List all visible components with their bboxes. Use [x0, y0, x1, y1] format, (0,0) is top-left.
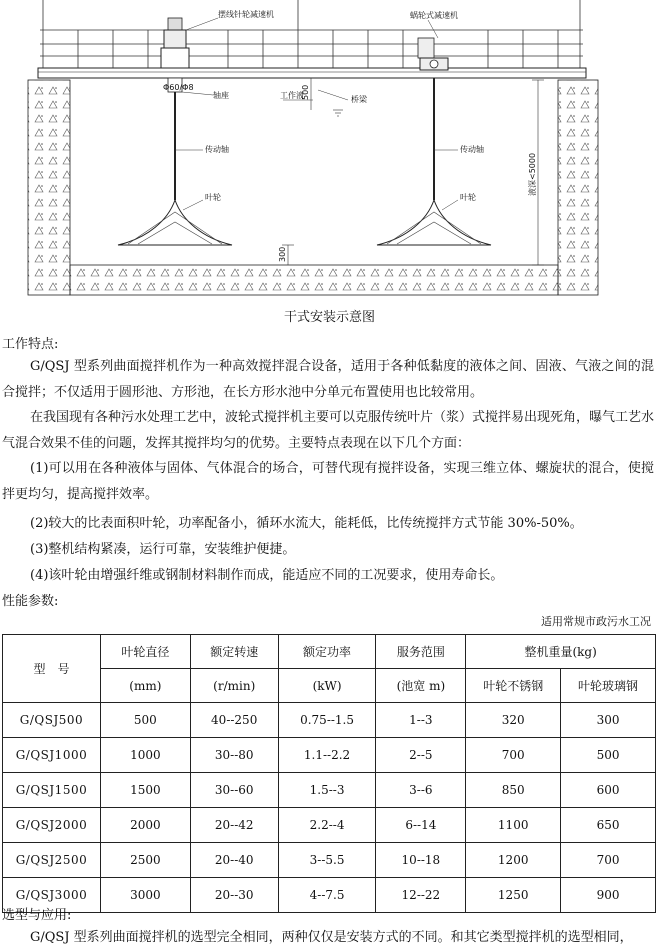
- cell-model: G/QSJ500: [3, 703, 101, 738]
- tank-walls: [28, 80, 598, 295]
- cell-diameter: 1500: [100, 773, 190, 808]
- cell-power: 3--5.5: [278, 843, 376, 878]
- cell-speed: 20--40: [190, 843, 278, 878]
- cell-diameter: 3000: [100, 878, 190, 913]
- left-mixer: [118, 18, 232, 245]
- cell-power: 1.1--2.2: [278, 738, 376, 773]
- cell-weight-ss: 320: [466, 703, 561, 738]
- cell-speed: 20--42: [190, 808, 278, 843]
- cell-diameter: 2500: [100, 843, 190, 878]
- table-row: [3, 738, 656, 773]
- table-row: [3, 878, 656, 913]
- cell-speed: 30--60: [190, 773, 278, 808]
- table-row: [3, 843, 656, 878]
- header-weight: 整机重量(kg): [466, 635, 656, 669]
- features-paragraph-2: 在我国现有各种污水处理工艺中，波轮式搅拌机主要可以克服传统叶片（浆）式搅拌易出现死角，曝气工艺水气混合效果不佳的问题，发挥其搅拌均匀的优势。主要特点表现在以下几个方面：: [2, 410, 655, 451]
- motor-reducer-label: 摆线针轮减速机: [218, 10, 274, 19]
- transmission-shaft-left-label: 传动轴: [205, 145, 229, 154]
- bearing-seat-label: 轴座: [213, 91, 229, 100]
- table-row: [3, 773, 656, 808]
- cell-speed: 40--250: [190, 703, 278, 738]
- dim-bottom-label: 300: [278, 246, 287, 262]
- cell-power: 4--7.5: [278, 878, 376, 913]
- cell-weight-frp: 300: [561, 703, 656, 738]
- cell-range: 2--5: [376, 738, 466, 773]
- cell-weight-frp: 900: [561, 878, 656, 913]
- selection-paragraph-1: G/QSJ 型系列曲面搅拌机的选型完全相同，两种仅仅是安装方式的不同。和其它类型搅拌机的选型相同，: [30, 930, 633, 945]
- table-row: [3, 808, 656, 843]
- cell-model: G/QSJ2500: [3, 843, 101, 878]
- header-diameter-unit: (mm): [100, 669, 190, 703]
- cell-model: G/QSJ1000: [3, 738, 101, 773]
- header-speed: 额定转速: [190, 635, 278, 669]
- dim-top-label: 500: [301, 84, 310, 100]
- cell-range: 12--22: [376, 878, 466, 913]
- cell-weight-frp: 600: [561, 773, 656, 808]
- leader-lines: [175, 18, 458, 210]
- params-heading: 性能参数:: [2, 594, 59, 609]
- cell-speed: 30--80: [190, 738, 278, 773]
- working-level-label: 工作液: [280, 91, 304, 100]
- header-speed-unit: (r/min): [190, 669, 278, 703]
- cell-weight-frp: 650: [561, 808, 656, 843]
- bridge-label: 桥梁: [351, 95, 367, 104]
- table-header-row: [3, 669, 656, 703]
- cell-range: 3--6: [376, 773, 466, 808]
- depth-note-label: 液深<5000: [528, 152, 537, 196]
- cell-weight-frp: 700: [561, 843, 656, 878]
- installation-diagram: [18, 0, 608, 300]
- cell-weight-ss: 700: [466, 738, 561, 773]
- header-weight-ss: 叶轮不锈钢: [466, 669, 561, 703]
- bridge-deck: [38, 68, 586, 78]
- impeller-left-label: 叶轮: [205, 193, 221, 202]
- params-note: 适用常规市政污水工况: [541, 615, 651, 628]
- cell-power: 2.2--4: [278, 808, 376, 843]
- cell-diameter: 2000: [100, 808, 190, 843]
- feature-item-4: (4)该叶轮由增强纤维或钢制材料制作而成，能适应不同的工况要求，使用寿命长。: [30, 568, 504, 583]
- shaft-tag-label: Φ60/Φ8: [163, 83, 194, 92]
- feature-item-1: (1)可以用在各种液体与固体、气体混合的场合，可替代现有搅拌设备，实现三维立体、螺旋状的混合，使搅拌更均匀，提高搅拌效率。: [2, 461, 654, 502]
- cell-diameter: 500: [100, 703, 190, 738]
- header-range: 服务范围: [376, 635, 466, 669]
- feature-item-2: (2)较大的比表面积叶轮，功率配备小，循环水流大，能耗低，比传统搅拌方式节能 30%-50%。: [30, 516, 583, 531]
- selection-heading: 选型与应用:: [2, 908, 72, 923]
- params-table: [2, 634, 656, 913]
- cell-power: 1.5--3: [278, 773, 376, 808]
- cell-range: 1--3: [376, 703, 466, 738]
- cell-model: G/QSJ3000: [3, 878, 101, 913]
- impeller-right-label: 叶轮: [460, 193, 476, 202]
- header-power-unit: (kW): [278, 669, 376, 703]
- cell-range: 10--18: [376, 843, 466, 878]
- worm-reducer-label: 蜗轮式减速机: [410, 11, 458, 20]
- table-row: [3, 703, 656, 738]
- header-model: 型 号: [3, 635, 101, 703]
- header-weight-frp: 叶轮玻璃钢: [561, 669, 656, 703]
- cell-power: 0.75--1.5: [278, 703, 376, 738]
- header-diameter: 叶轮直径: [100, 635, 190, 669]
- header-power: 额定功率: [278, 635, 376, 669]
- diagram-caption: 干式安装示意图: [283, 310, 375, 325]
- feature-item-3: (3)整机结构紧凑，运行可靠，安装维护便捷。: [30, 542, 296, 557]
- features-paragraph-1: G/QSJ 型系列曲面搅拌机作为一种高效搅拌混合设备，适用于各种低黏度的液体之间、固液、气液之间的混合搅拌；不仅适用于圆形池、方形池，在长方形水池中分单元布置使用也比较常用。: [2, 359, 654, 400]
- cell-weight-ss: 1250: [466, 878, 561, 913]
- cell-weight-ss: 1100: [466, 808, 561, 843]
- cell-model: G/QSJ1500: [3, 773, 101, 808]
- cell-weight-frp: 500: [561, 738, 656, 773]
- cell-weight-ss: 850: [466, 773, 561, 808]
- features-heading: 工作特点:: [2, 337, 59, 352]
- table-header-row: [3, 635, 656, 669]
- transmission-shaft-right-label: 传动轴: [460, 145, 484, 154]
- cell-weight-ss: 1200: [466, 843, 561, 878]
- cell-speed: 20--30: [190, 878, 278, 913]
- cell-model: G/QSJ2000: [3, 808, 101, 843]
- cell-range: 6--14: [376, 808, 466, 843]
- cell-diameter: 1000: [100, 738, 190, 773]
- header-range-unit: (池宽 m): [376, 669, 466, 703]
- railing: [40, 0, 583, 68]
